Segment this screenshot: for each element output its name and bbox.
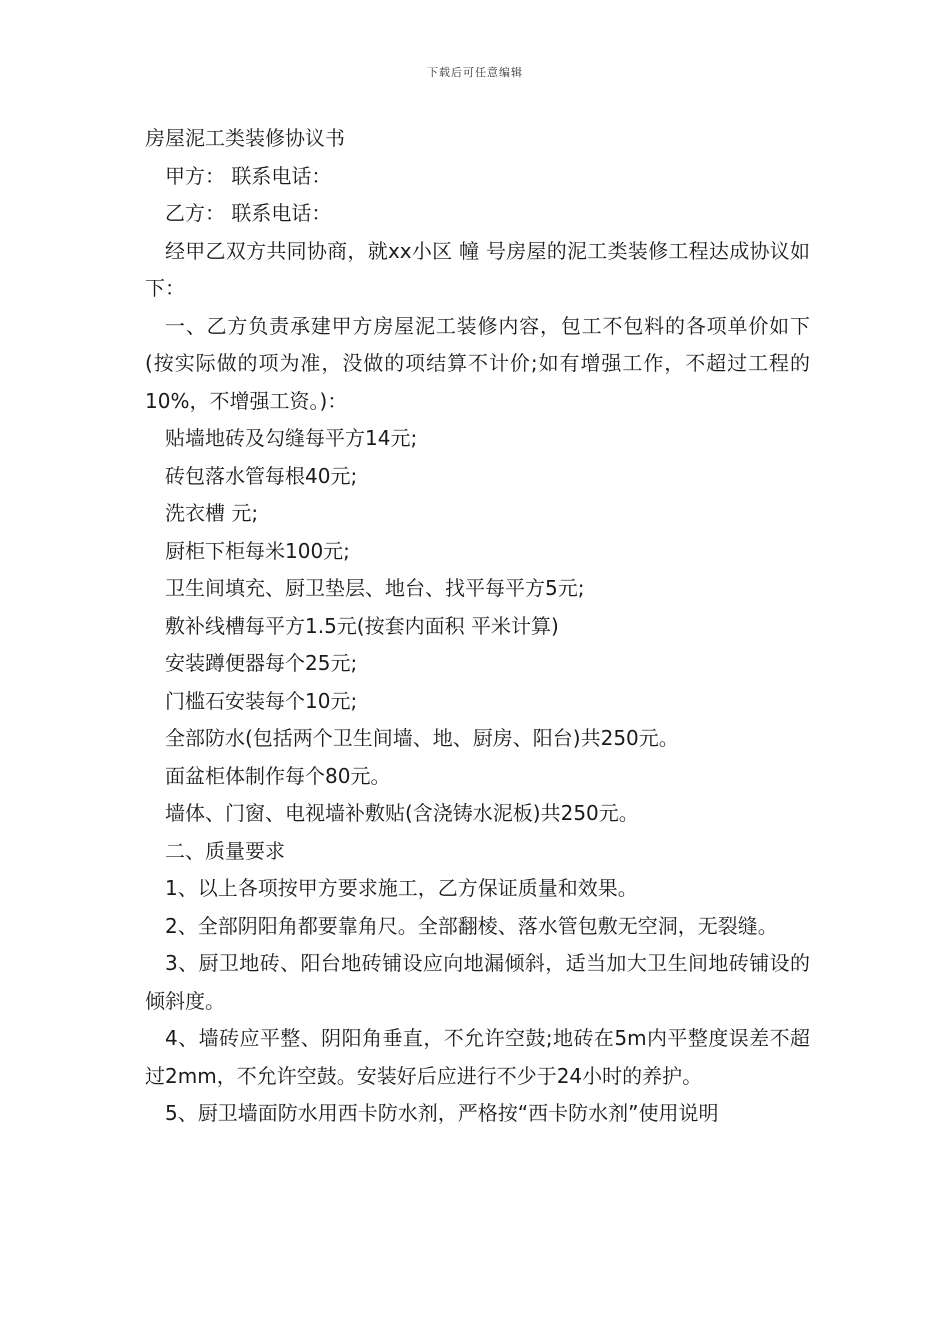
quality-item: 1、以上各项按甲方要求施工，乙方保证质量和效果。: [165, 876, 638, 900]
price-item: 卫生间填充、厨卫垫层、地台、找平每平方5元;: [165, 576, 585, 600]
document-title: 房屋泥工类装修协议书: [145, 126, 345, 150]
page-header-note: 下载后可任意编辑: [427, 66, 523, 79]
price-item: 全部防水(包括两个卫生间墙、地、厨房、阳台)共250元。: [165, 726, 679, 750]
price-item: 面盆柜体制作每个80元。: [165, 763, 391, 788]
quality-item: 2、全部阴阳角都要靠角尺。全部翻棱、落水管包敷无空洞，无裂缝。: [165, 913, 778, 938]
party-a-line: 甲方： 联系电话：: [165, 163, 332, 188]
quality-item: 4、墙砖应平整、阴阳角垂直，不允许空鼓;地砖在5m内平整度误差不超过2mm，不允许空鼓。安装好后应进行不少于24小时的养护。: [145, 1026, 810, 1088]
price-item: 安装蹲便器每个25元;: [165, 651, 358, 675]
party-b-line: 乙方： 联系电话：: [165, 201, 332, 225]
section-two-heading: 二、质量要求: [165, 838, 285, 863]
price-item: 砖包落水管每根40元;: [165, 463, 358, 488]
price-item: 门槛石安装每个10元;: [165, 688, 358, 713]
document-body: [145, 120, 810, 1133]
price-item: 贴墙地砖及勾缝每平方14元;: [165, 426, 418, 450]
quality-item: 3、厨卫地砖、阳台地砖铺设应向地漏倾斜，适当加大卫生间地砖铺设的倾斜度。: [145, 951, 810, 1013]
price-item: 敷补线槽每平方1.5元(按套内面积 平米计算): [165, 613, 559, 638]
section-one-heading: 一、乙方负责承建甲方房屋泥工装修内容，包工不包料的各项单价如下(按实际做的项为准，没做的项结算不计价;如有增强工作，不超过工程的10%，不增强工资。)：: [145, 313, 810, 413]
price-item: 洗衣槽 元;: [165, 501, 259, 525]
quality-item: 5、厨卫墙面防水用西卡防水剂，严格按“西卡防水剂”使用说明: [165, 1101, 719, 1125]
agreement-intro: 经甲乙双方共同协商，就xx小区 幢 号房屋的泥工类装修工程达成协议如下：: [145, 238, 810, 300]
price-item: 厨柜下柜每米100元;: [165, 538, 350, 563]
price-item: 墙体、门窗、电视墙补敷贴(含浇铸水泥板)共250元。: [165, 801, 639, 825]
